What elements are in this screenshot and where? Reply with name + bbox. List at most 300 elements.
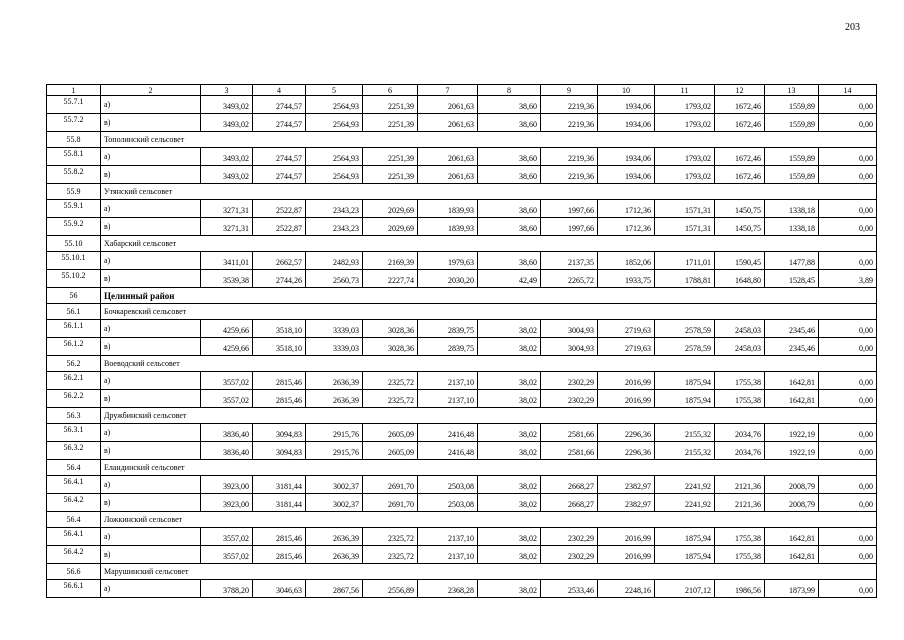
section-code: 56.1 bbox=[47, 304, 101, 320]
row-code: 55.10.1 bbox=[47, 252, 101, 270]
section-code: 55.9 bbox=[47, 184, 101, 200]
value-cell: 2251,39 bbox=[363, 114, 418, 132]
value-cell: 0,00 bbox=[819, 96, 877, 114]
table-row bbox=[47, 320, 877, 338]
row-variant: а) bbox=[101, 200, 201, 218]
value-cell: 2241,92 bbox=[655, 476, 715, 494]
section-code: 56.6 bbox=[47, 564, 101, 580]
value-cell: 0,00 bbox=[819, 166, 877, 184]
value-cell: 2219,36 bbox=[541, 148, 598, 166]
column-header-11: 11 bbox=[655, 85, 715, 96]
section-code: 55.10 bbox=[47, 236, 101, 252]
value-cell: 2581,66 bbox=[541, 424, 598, 442]
row-code: 55.10.2 bbox=[47, 270, 101, 288]
council-header-row bbox=[47, 512, 877, 528]
value-cell: 2815,46 bbox=[253, 372, 306, 390]
value-cell: 0,00 bbox=[819, 218, 877, 236]
value-cell: 38,02 bbox=[478, 424, 541, 442]
value-cell: 2719,63 bbox=[598, 338, 655, 356]
value-cell: 38,02 bbox=[478, 372, 541, 390]
value-cell: 3557,02 bbox=[201, 390, 253, 408]
row-variant: а) bbox=[101, 580, 201, 598]
council-header-row bbox=[47, 132, 877, 148]
row-variant: а) bbox=[101, 96, 201, 114]
column-header-6: 6 bbox=[363, 85, 418, 96]
value-cell: 2522,87 bbox=[253, 200, 306, 218]
value-cell: 2227,74 bbox=[363, 270, 418, 288]
value-cell: 38,02 bbox=[478, 338, 541, 356]
row-code: 56.2.2 bbox=[47, 390, 101, 408]
value-cell: 2636,39 bbox=[306, 372, 363, 390]
table-row bbox=[47, 338, 877, 356]
value-cell: 1793,02 bbox=[655, 114, 715, 132]
row-variant: а) bbox=[101, 476, 201, 494]
value-cell: 1755,38 bbox=[715, 528, 765, 546]
table-row bbox=[47, 114, 877, 132]
row-code: 56.3.1 bbox=[47, 424, 101, 442]
table-row bbox=[47, 148, 877, 166]
value-cell: 0,00 bbox=[819, 338, 877, 356]
council-title: Ложкинский сельсовет bbox=[101, 512, 877, 528]
row-variant: в) bbox=[101, 270, 201, 288]
value-cell: 0,00 bbox=[819, 148, 877, 166]
value-cell: 2503,08 bbox=[418, 494, 478, 512]
row-code: 55.8.1 bbox=[47, 148, 101, 166]
value-cell: 1875,94 bbox=[655, 390, 715, 408]
value-cell: 2241,92 bbox=[655, 494, 715, 512]
value-cell: 2016,99 bbox=[598, 390, 655, 408]
value-cell: 38,02 bbox=[478, 546, 541, 564]
value-cell: 3539,38 bbox=[201, 270, 253, 288]
row-code: 56.3.2 bbox=[47, 442, 101, 460]
row-variant: а) bbox=[101, 424, 201, 442]
value-cell: 2605,09 bbox=[363, 442, 418, 460]
value-cell: 2169,39 bbox=[363, 252, 418, 270]
value-cell: 3002,37 bbox=[306, 476, 363, 494]
value-cell: 0,00 bbox=[819, 528, 877, 546]
value-cell: 0,00 bbox=[819, 252, 877, 270]
value-cell: 1875,94 bbox=[655, 528, 715, 546]
value-cell: 2008,79 bbox=[765, 494, 819, 512]
value-cell: 1648,80 bbox=[715, 270, 765, 288]
value-cell: 1934,06 bbox=[598, 114, 655, 132]
value-cell: 1839,93 bbox=[418, 218, 478, 236]
value-cell: 1642,81 bbox=[765, 528, 819, 546]
row-code: 56.2.1 bbox=[47, 372, 101, 390]
row-variant: в) bbox=[101, 338, 201, 356]
value-cell: 2107,12 bbox=[655, 580, 715, 598]
value-cell: 1672,46 bbox=[715, 114, 765, 132]
council-title: Воеводский сельсовет bbox=[101, 356, 877, 372]
row-variant: а) bbox=[101, 252, 201, 270]
value-cell: 1338,18 bbox=[765, 200, 819, 218]
value-cell: 1755,38 bbox=[715, 546, 765, 564]
value-cell: 2815,46 bbox=[253, 528, 306, 546]
value-cell: 1642,81 bbox=[765, 372, 819, 390]
value-cell: 3181,44 bbox=[253, 494, 306, 512]
value-cell: 0,00 bbox=[819, 494, 877, 512]
value-cell: 1559,89 bbox=[765, 114, 819, 132]
column-header-10: 10 bbox=[598, 85, 655, 96]
value-cell: 1986,56 bbox=[715, 580, 765, 598]
column-header-7: 7 bbox=[418, 85, 478, 96]
value-cell: 2302,29 bbox=[541, 528, 598, 546]
council-title: Дружбинский сельсовет bbox=[101, 408, 877, 424]
value-cell: 1922,19 bbox=[765, 442, 819, 460]
value-cell: 3002,37 bbox=[306, 494, 363, 512]
value-cell: 38,60 bbox=[478, 148, 541, 166]
value-cell: 3,89 bbox=[819, 270, 877, 288]
value-cell: 2662,57 bbox=[253, 252, 306, 270]
section-code: 56.4 bbox=[47, 512, 101, 528]
column-header-2: 2 bbox=[101, 85, 201, 96]
table-row bbox=[47, 476, 877, 494]
value-cell: 2915,76 bbox=[306, 424, 363, 442]
value-cell: 38,60 bbox=[478, 200, 541, 218]
row-code: 56.6.1 bbox=[47, 580, 101, 598]
value-cell: 2368,28 bbox=[418, 580, 478, 598]
value-cell: 2016,99 bbox=[598, 528, 655, 546]
value-cell: 0,00 bbox=[819, 546, 877, 564]
row-variant: в) bbox=[101, 390, 201, 408]
value-cell: 2155,32 bbox=[655, 424, 715, 442]
value-cell: 2137,10 bbox=[418, 390, 478, 408]
value-cell: 1712,36 bbox=[598, 218, 655, 236]
table-row bbox=[47, 390, 877, 408]
row-variant: в) bbox=[101, 114, 201, 132]
table-body bbox=[47, 85, 877, 598]
value-cell: 2302,29 bbox=[541, 390, 598, 408]
table-row bbox=[47, 372, 877, 390]
value-cell: 38,02 bbox=[478, 320, 541, 338]
table-row bbox=[47, 166, 877, 184]
value-cell: 1571,31 bbox=[655, 218, 715, 236]
value-cell: 2605,09 bbox=[363, 424, 418, 442]
row-variant: а) bbox=[101, 320, 201, 338]
value-cell: 1875,94 bbox=[655, 546, 715, 564]
row-variant: а) bbox=[101, 148, 201, 166]
value-cell: 2744,57 bbox=[253, 114, 306, 132]
value-cell: 0,00 bbox=[819, 476, 877, 494]
value-cell: 3557,02 bbox=[201, 372, 253, 390]
value-cell: 3493,02 bbox=[201, 148, 253, 166]
value-cell: 1672,46 bbox=[715, 166, 765, 184]
value-cell: 1755,38 bbox=[715, 390, 765, 408]
value-cell: 38,02 bbox=[478, 494, 541, 512]
value-cell: 2302,29 bbox=[541, 372, 598, 390]
value-cell: 38,60 bbox=[478, 96, 541, 114]
value-cell: 3923,00 bbox=[201, 476, 253, 494]
value-cell: 1672,46 bbox=[715, 148, 765, 166]
value-cell: 2815,46 bbox=[253, 390, 306, 408]
value-cell: 2744,57 bbox=[253, 148, 306, 166]
value-cell: 2382,97 bbox=[598, 494, 655, 512]
value-cell: 2416,48 bbox=[418, 442, 478, 460]
value-cell: 1839,93 bbox=[418, 200, 478, 218]
value-cell: 1873,99 bbox=[765, 580, 819, 598]
council-header-row bbox=[47, 184, 877, 200]
row-variant: в) bbox=[101, 166, 201, 184]
value-cell: 3271,31 bbox=[201, 218, 253, 236]
header-row bbox=[47, 85, 877, 96]
value-cell: 3094,83 bbox=[253, 424, 306, 442]
value-cell: 3923,00 bbox=[201, 494, 253, 512]
value-cell: 1934,06 bbox=[598, 166, 655, 184]
value-cell: 2016,99 bbox=[598, 372, 655, 390]
value-cell: 3836,40 bbox=[201, 442, 253, 460]
value-cell: 3557,02 bbox=[201, 546, 253, 564]
column-header-9: 9 bbox=[541, 85, 598, 96]
value-cell: 38,02 bbox=[478, 580, 541, 598]
value-cell: 2533,46 bbox=[541, 580, 598, 598]
row-code: 55.9.2 bbox=[47, 218, 101, 236]
value-cell: 3004,93 bbox=[541, 338, 598, 356]
council-title: Утянский сельсовет bbox=[101, 184, 877, 200]
value-cell: 1934,06 bbox=[598, 96, 655, 114]
value-cell: 1571,31 bbox=[655, 200, 715, 218]
row-variant: а) bbox=[101, 372, 201, 390]
value-cell: 2458,03 bbox=[715, 338, 765, 356]
value-cell: 2034,76 bbox=[715, 442, 765, 460]
value-cell: 2061,63 bbox=[418, 148, 478, 166]
row-variant: в) bbox=[101, 494, 201, 512]
value-cell: 2296,36 bbox=[598, 442, 655, 460]
value-cell: 3004,93 bbox=[541, 320, 598, 338]
value-cell: 2251,39 bbox=[363, 96, 418, 114]
value-cell: 2302,29 bbox=[541, 546, 598, 564]
district-title: Целинный район bbox=[101, 288, 877, 304]
table-row bbox=[47, 442, 877, 460]
value-cell: 38,60 bbox=[478, 166, 541, 184]
column-header-1: 1 bbox=[47, 85, 101, 96]
page-number: 203 bbox=[845, 22, 860, 33]
column-header-13: 13 bbox=[765, 85, 819, 96]
value-cell: 0,00 bbox=[819, 442, 877, 460]
value-cell: 1793,02 bbox=[655, 96, 715, 114]
value-cell: 38,02 bbox=[478, 476, 541, 494]
section-code: 56.4 bbox=[47, 460, 101, 476]
council-title: Бочкаревский сельсовет bbox=[101, 304, 877, 320]
table-row bbox=[47, 218, 877, 236]
value-cell: 2034,76 bbox=[715, 424, 765, 442]
value-cell: 1450,75 bbox=[715, 218, 765, 236]
value-cell: 1712,36 bbox=[598, 200, 655, 218]
value-cell: 2343,23 bbox=[306, 200, 363, 218]
value-cell: 2522,87 bbox=[253, 218, 306, 236]
table-row bbox=[47, 494, 877, 512]
row-code: 56.4.1 bbox=[47, 476, 101, 494]
value-cell: 2668,27 bbox=[541, 494, 598, 512]
value-cell: 2578,59 bbox=[655, 320, 715, 338]
table-row bbox=[47, 580, 877, 598]
value-cell: 2416,48 bbox=[418, 424, 478, 442]
value-cell: 0,00 bbox=[819, 114, 877, 132]
council-title: Хабарский сельсовет bbox=[101, 236, 877, 252]
value-cell: 1559,89 bbox=[765, 96, 819, 114]
column-header-5: 5 bbox=[306, 85, 363, 96]
value-cell: 2029,69 bbox=[363, 218, 418, 236]
row-code: 56.1.2 bbox=[47, 338, 101, 356]
value-cell: 2382,97 bbox=[598, 476, 655, 494]
value-cell: 2137,35 bbox=[541, 252, 598, 270]
value-cell: 0,00 bbox=[819, 320, 877, 338]
value-cell: 1852,06 bbox=[598, 252, 655, 270]
value-cell: 2668,27 bbox=[541, 476, 598, 494]
row-code: 56.4.1 bbox=[47, 528, 101, 546]
value-cell: 2121,36 bbox=[715, 494, 765, 512]
value-cell: 1755,38 bbox=[715, 372, 765, 390]
column-header-3: 3 bbox=[201, 85, 253, 96]
value-cell: 3181,44 bbox=[253, 476, 306, 494]
value-cell: 2016,99 bbox=[598, 546, 655, 564]
council-header-row bbox=[47, 236, 877, 252]
value-cell: 2219,36 bbox=[541, 114, 598, 132]
value-cell: 2691,70 bbox=[363, 494, 418, 512]
value-cell: 1590,45 bbox=[715, 252, 765, 270]
value-cell: 3788,20 bbox=[201, 580, 253, 598]
value-cell: 3493,02 bbox=[201, 96, 253, 114]
value-cell: 2219,36 bbox=[541, 166, 598, 184]
value-cell: 2560,73 bbox=[306, 270, 363, 288]
value-cell: 4259,66 bbox=[201, 338, 253, 356]
value-cell: 1528,45 bbox=[765, 270, 819, 288]
value-cell: 2867,56 bbox=[306, 580, 363, 598]
value-cell: 3518,10 bbox=[253, 338, 306, 356]
value-cell: 1933,75 bbox=[598, 270, 655, 288]
row-code: 55.8.2 bbox=[47, 166, 101, 184]
value-cell: 2719,63 bbox=[598, 320, 655, 338]
table-row bbox=[47, 270, 877, 288]
value-cell: 38,60 bbox=[478, 252, 541, 270]
value-cell: 1788,81 bbox=[655, 270, 715, 288]
value-cell: 1793,02 bbox=[655, 148, 715, 166]
section-code: 56.3 bbox=[47, 408, 101, 424]
value-cell: 3518,10 bbox=[253, 320, 306, 338]
value-cell: 2744,57 bbox=[253, 96, 306, 114]
value-cell: 1450,75 bbox=[715, 200, 765, 218]
column-header-8: 8 bbox=[478, 85, 541, 96]
council-title: Тополинский сельсовет bbox=[101, 132, 877, 148]
table-row bbox=[47, 200, 877, 218]
value-cell: 2008,79 bbox=[765, 476, 819, 494]
value-cell: 2137,10 bbox=[418, 528, 478, 546]
row-variant: а) bbox=[101, 528, 201, 546]
value-cell: 42,49 bbox=[478, 270, 541, 288]
value-cell: 3557,02 bbox=[201, 528, 253, 546]
value-cell: 2482,93 bbox=[306, 252, 363, 270]
value-cell: 3493,02 bbox=[201, 166, 253, 184]
value-cell: 2744,57 bbox=[253, 166, 306, 184]
row-variant: в) bbox=[101, 442, 201, 460]
value-cell: 2839,75 bbox=[418, 320, 478, 338]
value-cell: 2121,36 bbox=[715, 476, 765, 494]
value-cell: 0,00 bbox=[819, 200, 877, 218]
value-cell: 2839,75 bbox=[418, 338, 478, 356]
value-cell: 2578,59 bbox=[655, 338, 715, 356]
value-cell: 3339,03 bbox=[306, 338, 363, 356]
value-cell: 2503,08 bbox=[418, 476, 478, 494]
value-cell: 2325,72 bbox=[363, 528, 418, 546]
value-cell: 1559,89 bbox=[765, 148, 819, 166]
row-variant: в) bbox=[101, 546, 201, 564]
value-cell: 0,00 bbox=[819, 424, 877, 442]
value-cell: 3493,02 bbox=[201, 114, 253, 132]
value-cell: 3339,03 bbox=[306, 320, 363, 338]
column-header-4: 4 bbox=[253, 85, 306, 96]
value-cell: 1979,63 bbox=[418, 252, 478, 270]
value-cell: 3094,83 bbox=[253, 442, 306, 460]
value-cell: 1477,88 bbox=[765, 252, 819, 270]
value-cell: 1672,46 bbox=[715, 96, 765, 114]
value-cell: 1642,81 bbox=[765, 390, 819, 408]
table-row bbox=[47, 96, 877, 114]
value-cell: 3836,40 bbox=[201, 424, 253, 442]
value-cell: 2155,32 bbox=[655, 442, 715, 460]
council-title: Марушинский сельсовет bbox=[101, 564, 877, 580]
value-cell: 2137,10 bbox=[418, 546, 478, 564]
value-cell: 2061,63 bbox=[418, 96, 478, 114]
tariff-table bbox=[46, 84, 877, 598]
table-row bbox=[47, 424, 877, 442]
table-row bbox=[47, 528, 877, 546]
value-cell: 2915,76 bbox=[306, 442, 363, 460]
council-header-row bbox=[47, 460, 877, 476]
value-cell: 2251,39 bbox=[363, 166, 418, 184]
value-cell: 38,02 bbox=[478, 390, 541, 408]
value-cell: 2636,39 bbox=[306, 390, 363, 408]
value-cell: 2636,39 bbox=[306, 546, 363, 564]
value-cell: 2815,46 bbox=[253, 546, 306, 564]
value-cell: 2636,39 bbox=[306, 528, 363, 546]
value-cell: 4259,66 bbox=[201, 320, 253, 338]
section-code: 56 bbox=[47, 288, 101, 304]
row-code: 55.7.1 bbox=[47, 96, 101, 114]
row-code: 55.7.2 bbox=[47, 114, 101, 132]
value-cell: 1338,18 bbox=[765, 218, 819, 236]
value-cell: 38,02 bbox=[478, 442, 541, 460]
value-cell: 2061,63 bbox=[418, 114, 478, 132]
value-cell: 2265,72 bbox=[541, 270, 598, 288]
value-cell: 2556,89 bbox=[363, 580, 418, 598]
value-cell: 1559,89 bbox=[765, 166, 819, 184]
value-cell: 1934,06 bbox=[598, 148, 655, 166]
value-cell: 2744,26 bbox=[253, 270, 306, 288]
value-cell: 0,00 bbox=[819, 580, 877, 598]
value-cell: 2248,16 bbox=[598, 580, 655, 598]
value-cell: 2564,93 bbox=[306, 166, 363, 184]
value-cell: 2564,93 bbox=[306, 148, 363, 166]
value-cell: 2137,10 bbox=[418, 372, 478, 390]
value-cell: 38,02 bbox=[478, 528, 541, 546]
value-cell: 3271,31 bbox=[201, 200, 253, 218]
value-cell: 1922,19 bbox=[765, 424, 819, 442]
row-code: 56.4.2 bbox=[47, 546, 101, 564]
value-cell: 0,00 bbox=[819, 372, 877, 390]
column-header-12: 12 bbox=[715, 85, 765, 96]
value-cell: 1875,94 bbox=[655, 372, 715, 390]
district-header-row bbox=[47, 288, 877, 304]
value-cell: 3028,36 bbox=[363, 338, 418, 356]
value-cell: 1997,66 bbox=[541, 218, 598, 236]
value-cell: 2458,03 bbox=[715, 320, 765, 338]
value-cell: 38,60 bbox=[478, 218, 541, 236]
value-cell: 2219,36 bbox=[541, 96, 598, 114]
value-cell: 2325,72 bbox=[363, 372, 418, 390]
council-header-row bbox=[47, 564, 877, 580]
council-title: Еландинский сельсовет bbox=[101, 460, 877, 476]
value-cell: 2564,93 bbox=[306, 96, 363, 114]
value-cell: 0,00 bbox=[819, 390, 877, 408]
